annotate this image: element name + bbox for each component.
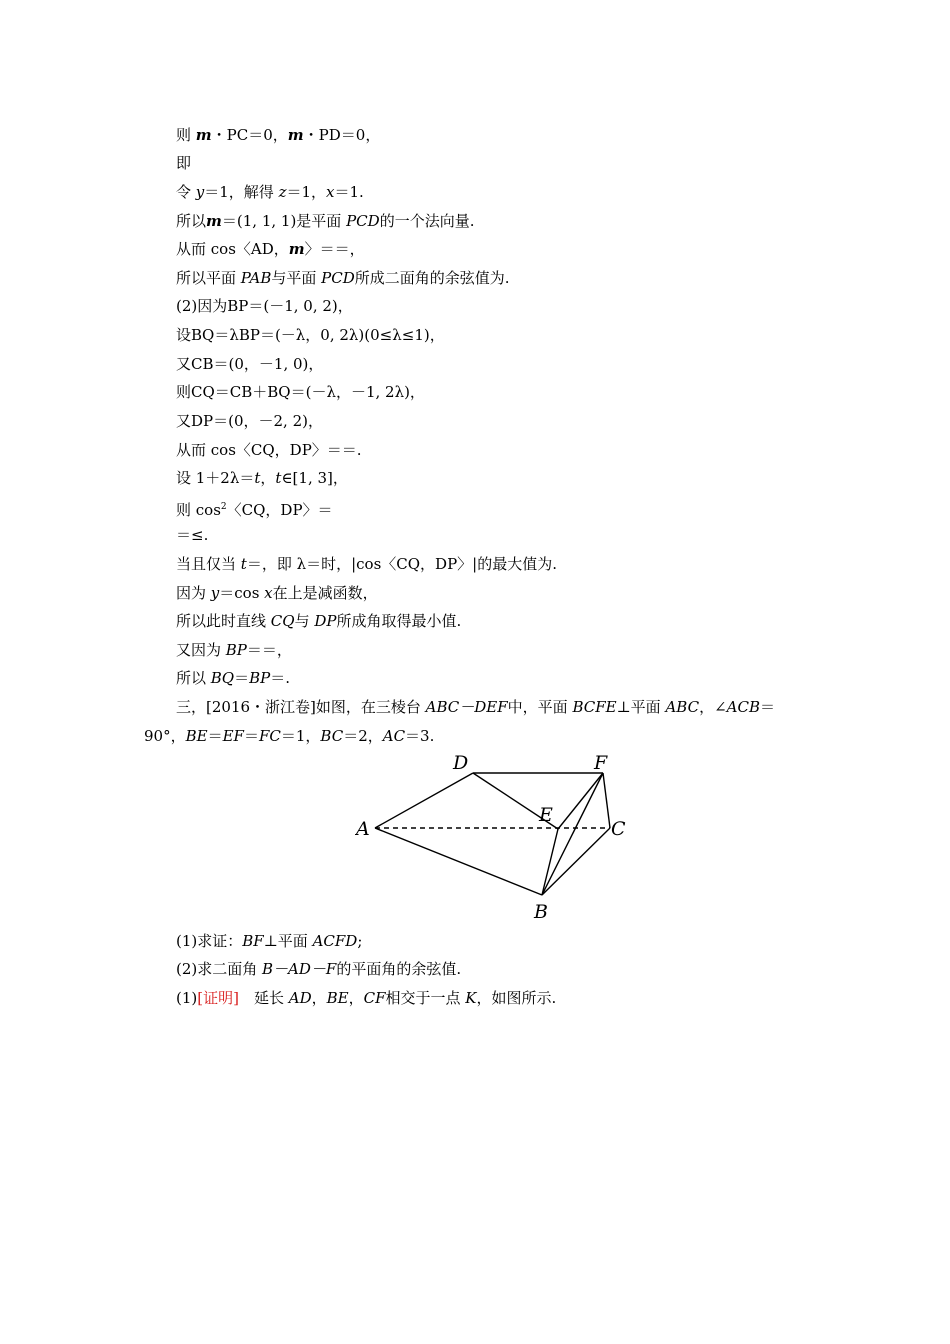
text-line: 当且仅当 t＝，即 λ＝时，|cos〈CQ，DP〉|的最大值为. bbox=[176, 555, 557, 573]
text-line: 所以平面 PAB与平面 PCD所成二面角的余弦值为. bbox=[176, 269, 510, 287]
text-line: 则 m・PC＝0，m・PD＝0， bbox=[176, 126, 381, 144]
text-line: 所以m＝(1, 1, 1)是平面 PCD的一个法向量. bbox=[176, 212, 475, 230]
label-C: C bbox=[611, 818, 626, 840]
edge-BC bbox=[542, 828, 610, 895]
text-line: 即 bbox=[176, 154, 192, 172]
text-line: 设BQ＝λBP＝(－λ，0, 2λ)(0≤λ≤1)， bbox=[176, 326, 445, 344]
text-line: 又CB＝(0，－1, 0)， bbox=[176, 355, 324, 373]
text-line: 又DP＝(0，－2, 2)， bbox=[176, 412, 323, 430]
text-line: 所以 BQ＝BP＝. bbox=[176, 669, 291, 687]
text-line: 设 1＋2λ＝t，t∈[1, 3]， bbox=[176, 469, 348, 487]
label-D: D bbox=[453, 752, 469, 774]
text-line: 令 y＝1，解得 z＝1，x＝1. bbox=[176, 183, 364, 201]
text-line: ＝≤. bbox=[176, 526, 209, 544]
text-line: 则CQ＝CB＋BQ＝(－λ，－1, 2λ)， bbox=[176, 383, 425, 401]
edge-AD bbox=[375, 773, 473, 828]
problem-statement: 三，[2016・浙江卷]如图，在三棱台 ABC－DEF中，平面 BCFE⊥平面 ABC，∠ACB＝ bbox=[176, 698, 776, 716]
edge-FC bbox=[603, 773, 610, 828]
text-line: 所以此时直线 CQ与 DP所成角取得最小值. bbox=[176, 612, 462, 630]
edge-AB bbox=[375, 828, 542, 895]
edge-BE bbox=[542, 829, 558, 895]
question-2: (2)求二面角 B－AD－F的平面角的余弦值. bbox=[176, 960, 462, 978]
proof-line: (1)[证明] 延长 AD，BE，CF相交于一点 K，如图所示. bbox=[176, 989, 557, 1007]
edge-BF bbox=[542, 773, 603, 895]
text-line: 又因为 BP＝＝， bbox=[176, 641, 292, 659]
text-line: (2)因为BP＝(－1, 0, 2)， bbox=[176, 297, 353, 315]
frustum-figure bbox=[355, 748, 630, 923]
label-F: F bbox=[594, 752, 608, 774]
text-line: 则 $\cos^2$〈CQ，DP〉＝ bbox=[176, 501, 333, 519]
text-line: 因为 y＝cos x在上是减函数， bbox=[176, 584, 378, 602]
text-line: 从而 cos〈CQ，DP〉＝＝. bbox=[176, 441, 362, 459]
question-1: (1)求证：BF⊥平面 ACFD; bbox=[176, 932, 363, 950]
label-A: A bbox=[356, 818, 370, 840]
proof-tag: [证明] bbox=[197, 989, 239, 1007]
edge-EF bbox=[558, 773, 603, 829]
label-B: B bbox=[534, 901, 548, 923]
problem-statement-cont: 90°，BE＝EF＝FC＝1，BC＝2，AC＝3. bbox=[144, 727, 435, 745]
text-line: 从而 cos〈AD，m〉＝＝， bbox=[176, 240, 365, 258]
label-E: E bbox=[539, 804, 553, 826]
